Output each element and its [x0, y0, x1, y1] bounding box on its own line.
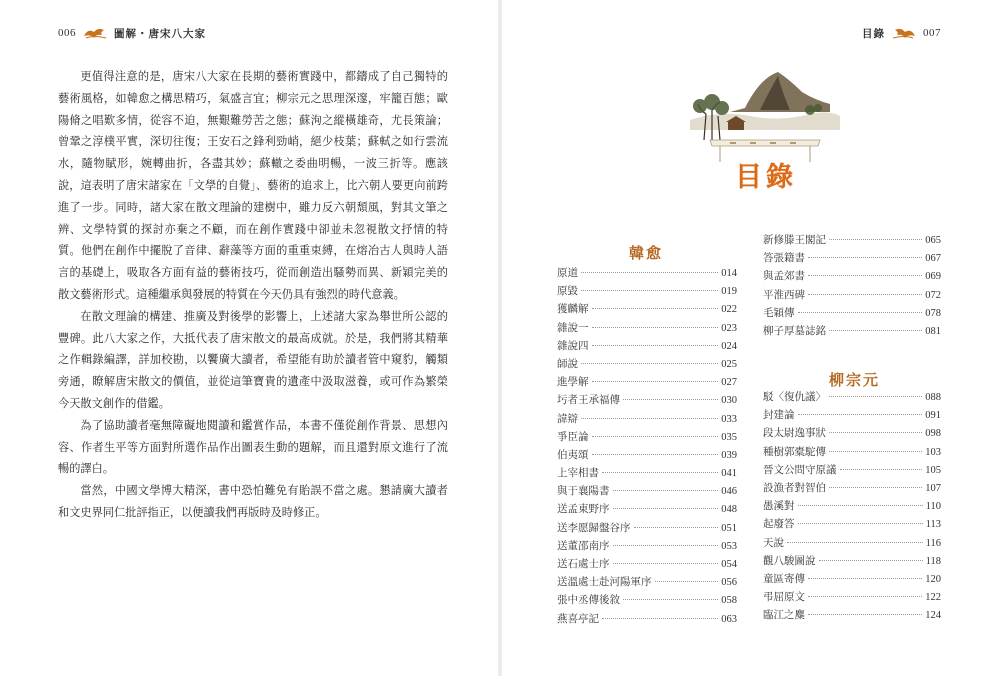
dot-leader: [581, 290, 718, 291]
toc-entry-title: 答張籍書: [763, 252, 805, 265]
author-heading: 柳宗元: [829, 371, 881, 389]
toc-entry-page: 035: [721, 431, 737, 443]
toc-entry-page: 025: [721, 358, 737, 370]
dot-leader: [592, 327, 719, 328]
toc-entry-page: 122: [925, 592, 941, 604]
toc-entry-page: 022: [721, 304, 737, 316]
dot-leader: [829, 396, 922, 397]
toc-entry-page: 091: [925, 410, 941, 422]
toc-entry-title: 晉文公問守原議: [763, 463, 837, 476]
toc-entry[interactable]: [557, 429, 737, 447]
toc-entry-title: 種樹郭橐駝傳: [763, 445, 826, 458]
dot-leader: [613, 545, 719, 546]
dot-leader: [808, 596, 922, 597]
toc-entry-title: 毛穎傳: [763, 306, 795, 319]
left-running-title: 圖解・唐宋八大家: [114, 27, 206, 40]
toc-entry-page: 019: [721, 286, 737, 298]
toc-entry[interactable]: [557, 283, 737, 301]
toc-entry-page: 110: [925, 501, 941, 513]
toc-entry-page: 048: [721, 504, 737, 516]
toc-entry[interactable]: [763, 535, 941, 553]
dot-leader: [808, 294, 922, 295]
toc-entry[interactable]: [763, 589, 941, 607]
toc-entry-title: 臨江之麋: [763, 609, 805, 622]
toc-entry-title: 與孟郊書: [763, 270, 805, 283]
dot-leader: [592, 381, 719, 382]
preface-body: [58, 66, 448, 524]
dot-leader: [602, 618, 718, 619]
toc-entry-title: 諱辯: [557, 412, 578, 425]
dot-leader: [829, 432, 922, 433]
toc-entry[interactable]: [763, 389, 941, 407]
toc-entry[interactable]: [557, 501, 737, 519]
toc-entry-title: 段太尉逸事狀: [763, 427, 826, 440]
dot-leader: [623, 599, 718, 600]
toc-entry[interactable]: [763, 571, 941, 589]
toc-column: [763, 232, 941, 341]
dot-leader: [798, 523, 923, 524]
toc-entry[interactable]: [557, 392, 737, 410]
toc-entry-page: 124: [925, 610, 941, 622]
dot-leader: [829, 239, 922, 240]
toc-entry-page: 120: [925, 573, 941, 585]
dot-leader: [634, 527, 719, 528]
dot-leader: [829, 451, 922, 452]
toc-entry[interactable]: [557, 574, 737, 592]
toc-entry-page: 107: [925, 482, 941, 494]
toc-entry[interactable]: [557, 301, 737, 319]
body-paragraph: 更值得注意的是，唐宋八大家在長期的藝術實踐中，都鑄成了自己獨特的藝術風格，如韓愈之構思精巧，氣盛言宜；柳宗元之思理深邃，牢籠百態；歐陽脩之唱歎多情，從容不迫，無艱難勞苦之態；蘇洵之縱橫雄奇，尤長策論；曾鞏之淳樸平實，深切往復；王安石之鋒利勁峭，絕少枝葉；蘇軾之如行雲流水，隨物賦形，婉轉曲折，各盡其妙；蘇轍之委曲明暢，一波三折等。應該說，這表明了唐宋諸家在「文學的自覺」、藝術的追求上，比六朝人要更向前跨進了一步。同時，諸大家在散文理論的建樹中，雖力反六朝頹風，對其文筆之辨、文學特質的探討亦棄之不顧，而在創作實踐中卻並未忽視散文抒情的特質。他們在創作中擺脫了音律、辭藻等方面的重重束縛，在熔冶古人與時人語言的基礎上，吸取各方面有益的藝術技巧，從而創造出騷勢而異、新穎完美的散文藝術形式。這種繼承與發展的特質在今天仍具有強烈的時代意義。: [58, 70, 448, 301]
toc-column: [763, 389, 941, 625]
toc-entry-title: 柳子厚墓誌銘: [763, 324, 826, 337]
right-page-number: 007: [923, 27, 941, 39]
toc-entry[interactable]: [557, 483, 737, 501]
right-running-title: 目錄: [862, 27, 885, 40]
toc-entry[interactable]: [557, 356, 737, 374]
toc-entry[interactable]: [557, 320, 737, 338]
dot-leader: [819, 560, 923, 561]
toc-entry[interactable]: [763, 287, 941, 305]
toc-entry-title: 爭臣論: [557, 430, 589, 443]
dot-leader: [592, 436, 719, 437]
toc-entry[interactable]: [557, 338, 737, 356]
toc-entry-title: 送石處士序: [557, 558, 610, 570]
toc-entry-title: 伯夷頌: [557, 448, 589, 461]
toc-entry-page: 088: [925, 392, 941, 403]
toc-entry-page: 103: [925, 446, 941, 458]
toc-entry-title: 送溫處士赴河陽軍序: [557, 576, 652, 589]
toc-entry-page: 030: [721, 395, 737, 407]
toc-entry-title: 起廢答: [763, 518, 795, 531]
toc-entry-title: 與于襄陽書: [557, 485, 610, 498]
toc-entry[interactable]: [557, 556, 737, 574]
dot-leader: [602, 472, 718, 473]
toc-entry[interactable]: [763, 305, 941, 323]
toc-entry-page: 063: [721, 613, 737, 625]
toc-entry-page: 072: [925, 289, 941, 301]
toc-entry-title: 送董邵南序: [557, 539, 610, 552]
author-heading: 韓愈: [629, 244, 664, 262]
left-page-header: [58, 24, 206, 42]
toc-entry[interactable]: [763, 407, 941, 425]
toc-entry[interactable]: [763, 425, 941, 443]
toc-entry-page: 023: [721, 322, 737, 334]
dot-leader: [840, 469, 923, 470]
toc-entry-page: 041: [721, 468, 737, 480]
toc-entry-page: 014: [721, 268, 737, 279]
body-paragraph: 在散文理論的構建、推廣及對後學的影響上，上述諸大家為舉世所公認的豐碑。此八大家之作，大抵代表了唐宋散文的最高成就。於是，我們將其精華之作輯錄編譯，詳加校勘，以饗廣大讀者，希望能有助於讀者管中窺豹，觸類旁通，瞭解唐宋散文的價值，並從這筆寶貴的遺產中汲取滋養，或可作為繁榮今天散文創作的借鑑。: [58, 309, 448, 410]
dot-leader: [798, 414, 923, 415]
toc-entry-title: 雜說一: [557, 321, 589, 334]
landscape-illustration: [690, 70, 840, 165]
toc-entry-title: 天說: [763, 536, 784, 549]
toc-entry-page: 118: [925, 555, 941, 567]
toc-entry[interactable]: [557, 611, 737, 629]
toc-entry-title: 雜說四: [557, 339, 589, 352]
toc-entry-page: 113: [925, 519, 941, 531]
toc-entry-title: 獲麟解: [557, 303, 589, 316]
toc-entry-title: 師說: [557, 357, 578, 370]
toc-entry[interactable]: [763, 480, 941, 498]
toc-entry[interactable]: [763, 232, 941, 250]
toc-entry[interactable]: [763, 516, 941, 534]
dot-leader: [829, 330, 922, 331]
toc-entry-page: 046: [721, 486, 737, 498]
dot-leader: [592, 454, 719, 455]
dot-leader: [613, 563, 719, 564]
bird-ornament-icon: [891, 26, 917, 40]
toc-entry-page: 051: [721, 522, 737, 534]
toc-column: [557, 265, 737, 629]
toc-entry-title: 設漁者對智伯: [763, 481, 826, 494]
toc-entry-title: 童區寄傳: [763, 572, 805, 585]
toc-entry-title: 觀八駿圖說: [763, 554, 816, 567]
toc-entry-title: 上宰相書: [557, 467, 599, 480]
bird-ornament-icon: [82, 26, 108, 40]
toc-entry-title: 進學解: [557, 376, 589, 389]
toc-entry[interactable]: [763, 268, 941, 286]
dot-leader: [592, 308, 719, 309]
toc-entry[interactable]: [557, 265, 737, 283]
toc-entry-page: 069: [925, 271, 941, 283]
toc-heading: 目錄: [735, 162, 797, 193]
dot-leader: [613, 508, 719, 509]
body-paragraph: 為了協助讀者毫無障礙地閱讀和鑑賞作品，本書不僅從創作背景、思想內容、作者生平等方面對所選作品作出圖表生動的題解，而且還對原文進行了流暢的譯白。: [58, 418, 448, 476]
toc-entry-title: 燕喜亭記: [557, 612, 599, 625]
toc-entry-title: 愚溪對: [763, 500, 795, 513]
toc-entry-page: 053: [721, 540, 737, 552]
toc-entry-page: 081: [925, 325, 941, 337]
toc-entry-title: 弔屈原文: [763, 591, 805, 604]
toc-entry[interactable]: [557, 374, 737, 392]
dot-leader: [581, 363, 718, 364]
dot-leader: [613, 490, 719, 491]
toc-entry-page: 067: [925, 253, 941, 265]
toc-entry-title: 送李愿歸盤谷序: [557, 521, 631, 534]
toc-entry-title: 原毀: [557, 285, 578, 298]
toc-entry-page: 056: [721, 577, 737, 589]
toc-entry-page: 116: [925, 537, 941, 549]
dot-leader: [808, 578, 922, 579]
toc-entry-title: 封建論: [763, 409, 795, 422]
dot-leader: [655, 581, 719, 582]
toc-entry[interactable]: [557, 411, 737, 429]
dot-leader: [581, 418, 718, 419]
toc-entry-page: 058: [721, 595, 737, 607]
toc-entry-title: 圬者王承福傳: [557, 394, 620, 407]
dot-leader: [808, 614, 922, 615]
toc-entry-title: 平淮西碑: [763, 288, 805, 301]
toc-entry[interactable]: [763, 553, 941, 571]
dot-leader: [592, 345, 719, 346]
left-page-number: 006: [58, 27, 76, 39]
body-paragraph: 當然，中國文學博大精深，書中恐怕難免有貽誤不當之處。懇請廣大讀者和文史界同仁批評指正，以便讀我們再版時及時修正。: [58, 484, 448, 519]
toc-entry-page: 054: [721, 559, 737, 570]
right-page-header: [862, 24, 941, 42]
toc-entry-title: 駁〈復仇議〉: [763, 391, 826, 403]
toc-entry-title: 原道: [557, 267, 578, 279]
toc-entry-page: 027: [721, 377, 737, 389]
toc-entry-page: 098: [925, 428, 941, 440]
toc-entry[interactable]: [557, 538, 737, 556]
dot-leader: [808, 275, 922, 276]
toc-entry-page: 033: [721, 413, 737, 425]
toc-entry[interactable]: [557, 592, 737, 610]
dot-leader: [808, 257, 922, 258]
toc-entry-page: 039: [721, 449, 737, 461]
dot-leader: [798, 505, 923, 506]
dot-leader: [798, 312, 923, 313]
book-gutter: [498, 0, 502, 676]
toc-entry[interactable]: [557, 447, 737, 465]
dot-leader: [623, 399, 718, 400]
dot-leader: [829, 487, 922, 488]
toc-entry[interactable]: [763, 498, 941, 516]
toc-entry-title: 新修滕王閣記: [763, 234, 826, 246]
toc-entry[interactable]: [763, 323, 941, 341]
toc-entry-title: 張中丞傳後敘: [557, 594, 620, 607]
toc-entry[interactable]: [557, 520, 737, 538]
toc-entry[interactable]: [763, 607, 941, 625]
toc-entry-title: 送孟東野序: [557, 503, 610, 516]
toc-entry-page: 105: [925, 464, 941, 476]
toc-entry-page: 065: [925, 235, 941, 246]
toc-entry-page: 078: [925, 307, 941, 319]
toc-entry[interactable]: [763, 444, 941, 462]
toc-entry[interactable]: [763, 462, 941, 480]
toc-entry[interactable]: [557, 465, 737, 483]
dot-leader: [787, 542, 923, 543]
toc-entry[interactable]: [763, 250, 941, 268]
toc-entry-page: 024: [721, 340, 737, 352]
dot-leader: [581, 272, 718, 273]
